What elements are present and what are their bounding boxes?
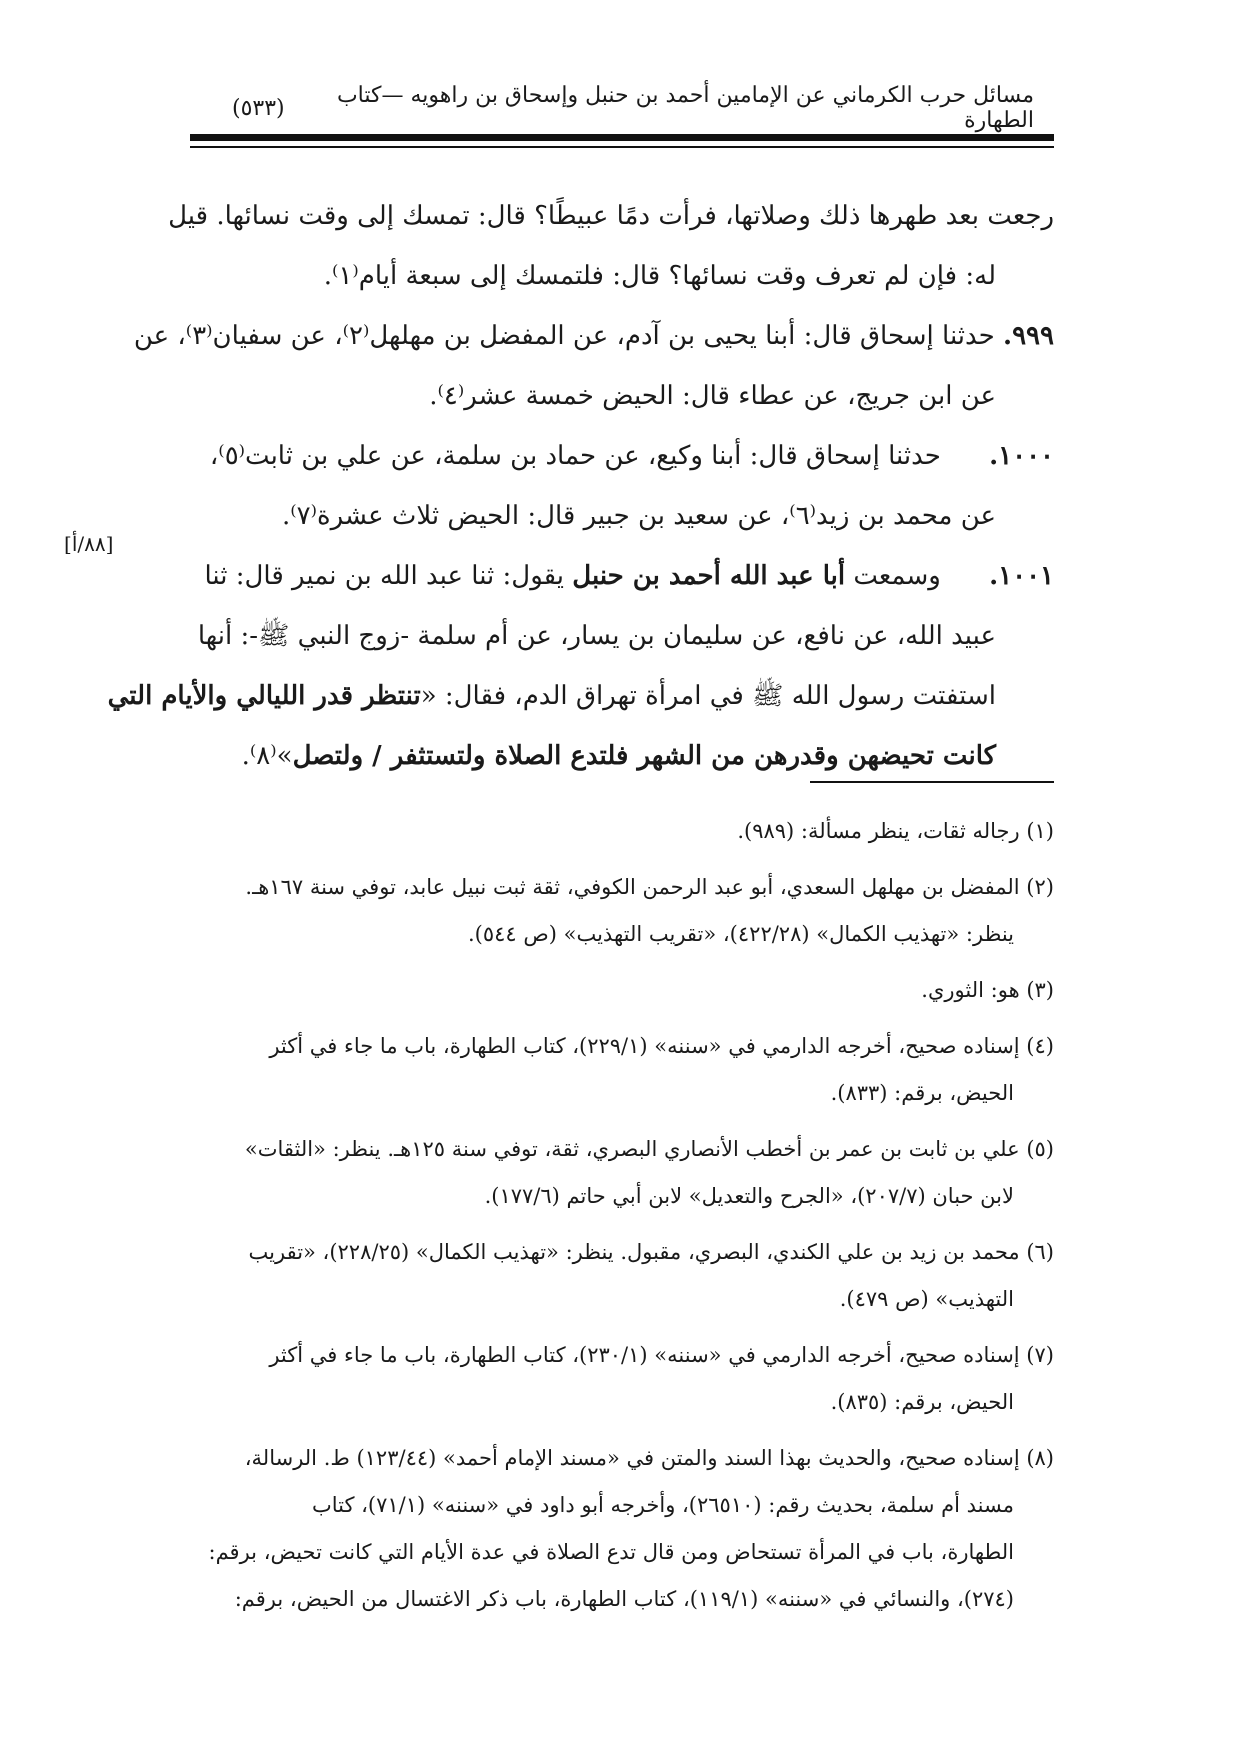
issue-1001: [186, 546, 1054, 606]
text-line: رجعت بعد طهرها ذلك وصلاتها، فرأت دمًا عبيطًا؟ قال: تمسك إلى وقت نسائها. قيل: [168, 201, 1054, 231]
issue-text: يقول: ثنا عبد الله بن نمير قال: ثنا: [204, 561, 565, 591]
issue-text: حدثنا إسحاق قال: أبنا يحيى بن آدم، عن المفضل بن مهلهل⁽٢⁾، عن سفيان⁽٣⁾، عن: [133, 321, 995, 351]
issue-999: [133, 306, 1054, 366]
issue-number: ١٠٠١.: [989, 561, 1054, 591]
hadith-intro: استفتت رسول الله ﷺ في امرأة تهراق الدم، فقال: «: [420, 681, 996, 711]
footnote-1: (١) رجاله ثقات، ينظر مسألة: (٩٨٩).: [737, 819, 1054, 843]
issue-1000: [186, 426, 1054, 486]
issue-text: حدثنا إسحاق قال: أبنا وكيع، عن حماد بن سلمة، عن علي بن ثابت⁽٥⁾،: [209, 441, 941, 471]
footnote-5-cont: لابن حبان (٢٠٧/٧)، «الجرح والتعديل» لابن أبي حاتم (١٧٧/٦).: [484, 1184, 1014, 1208]
footnote-8-cont: (٢٧٤)، والنسائي في «سننه» (١١٩/١)، كتاب الطهارة، باب ذكر الاغتسال من الحيض، برقم:: [234, 1587, 1014, 1611]
footnote-8: (٨) إسناده صحيح، والحديث بهذا السند والمتن في «مسند الإمام أحمد» (١٢٣/٤٤) ط. الرسالة،: [244, 1446, 1054, 1470]
footnote-2-cont: ينظر: «تهذيب الكمال» (٤٢٢/٢٨)، «تقريب التهذيب» (ص ٥٤٤).: [467, 922, 1014, 946]
footnote-8-cont: مسند أم سلمة، بحديث رقم: (٢٦٥١٠)، وأخرجه أبو داود في «سننه» (٧١/١)، كتاب: [311, 1493, 1014, 1517]
footnote-6: (٦) محمد بن زيد بن علي الكندي، البصري، مقبول. ينظر: «تهذيب الكمال» (٢٢٨/٢٥)، «تقريب: [248, 1240, 1054, 1264]
footnote-2: (٢) المفضل بن مهلهل السعدي، أبو عبد الرحمن الكوفي، ثقة ثبت نبيل عابد، توفي سنة ١٦٧هـ.: [245, 875, 1054, 899]
footnote-8-cont: الطهارة، باب في المرأة تستحاض ومن قال تدع الصلاة في عدة الأيام التي كانت تحيض، برقم:: [208, 1540, 1014, 1564]
footnotes: [186, 808, 1054, 1623]
issue-number: ١٠٠٠.: [989, 441, 1054, 471]
main-text: [107, 186, 1054, 786]
hadith-text: كانت تحيضهن وقدرهن من الشهر فلتدع الصلاة ولتستثفر / ولتصل: [292, 741, 996, 771]
header-rule-thick: [190, 134, 1054, 141]
issue-number: ٩٩٩.: [1003, 321, 1054, 351]
footnote-7: (٧) إسناده صحيح، أخرجه الدارمي في «سننه» (٢٣٠/١)، كتاب الطهارة، باب ما جاء في أكثر: [269, 1343, 1054, 1367]
manuscript-folio-ref: [٨٨/أ]: [64, 532, 114, 556]
hadith-end: »⁽٨⁾.: [241, 741, 293, 771]
hadith-text: تنتظر قدر الليالي والأيام التي: [107, 681, 421, 711]
text-line: له: فإن لم تعرف وقت نسائها؟ قال: فلتمسك إلى سبعة أيام⁽١⁾.: [323, 261, 996, 291]
text-line: [186, 726, 1054, 786]
footnote-4: (٤) إسناده صحيح، أخرجه الدارمي في «سننه» (٢٢٩/١)، كتاب الطهارة، باب ما جاء في أكثر: [269, 1034, 1054, 1058]
text-line: [107, 666, 1054, 726]
page-number: (٥٣٣): [232, 95, 285, 121]
narrator-name: أبا عبد الله أحمد بن حنبل: [572, 561, 846, 591]
running-header: [232, 83, 1034, 133]
footnote-3: (٣) هو: الثوري.: [921, 978, 1054, 1002]
text-line: عن محمد بن زيد⁽٦⁾، عن سعيد بن جبير قال: الحيض ثلاث عشرة⁽٧⁾.: [281, 501, 996, 531]
text-line: عن ابن جريج، عن عطاء قال: الحيض خمسة عشر⁽٤⁾.: [429, 381, 996, 411]
header-rule-thin: [190, 146, 1054, 148]
header-title: مسائل حرب الكرماني عن الإمامين أحمد بن حنبل وإسحاق بن راهويه —كتاب الطهارة: [336, 83, 1034, 133]
text-line: عبيد الله، عن نافع، عن سليمان بن يسار، عن أم سلمة -زوج النبي ﷺ-: أنها: [197, 621, 996, 651]
footnote-separator: [810, 781, 1054, 783]
issue-text: وسمعت: [853, 561, 941, 591]
footnote-4-cont: الحيض، برقم: (٨٣٣).: [830, 1081, 1014, 1105]
footnote-6-cont: التهذيب» (ص ٤٧٩).: [839, 1287, 1014, 1311]
footnote-7-cont: الحيض، برقم: (٨٣٥).: [830, 1390, 1014, 1414]
footnote-5: (٥) علي بن ثابت بن عمر بن أخطب الأنصاري البصري، ثقة، توفي سنة ١٢٥هـ. ينظر: «الثقات»: [244, 1137, 1054, 1161]
